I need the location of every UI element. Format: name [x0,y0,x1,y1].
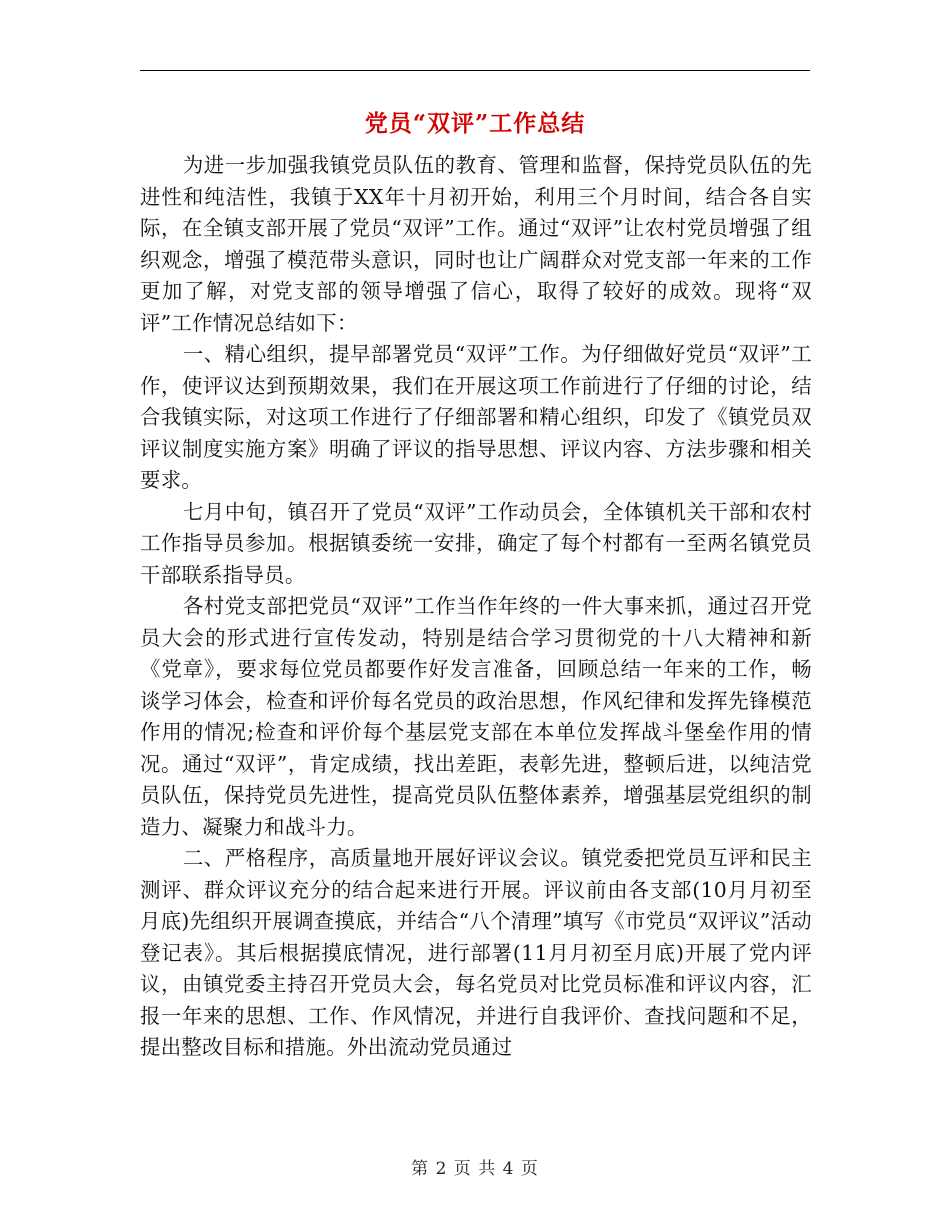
page-number: 第 2 页 共 4 页 [411,1159,539,1179]
document-title: 党员“双评”工作总结 [364,110,586,137]
paragraph-village-branches: 各村党支部把党员“双评”工作当作年终的一件大事来抓，通过召开党员大会的形式进行宣传发动，特别是结合学习贯彻党的十八大精神和新《党章》，要求每位党员都要作好发言准备，回顾总结一年来的工作，畅谈学习体会，检查和评价每名党员的政治思想，作风纪律和发挥先锋模范作用的情况;检查和评价每个基层党支部在本单位发挥战斗堡垒作用的情况。通过“双评”，肯定成绩，找出差距，表彰先进，整顿后进，以纯洁党员队伍，保持党员先进性，提高党员队伍整体素养，增强基层党组织的制造力、凝聚力和战斗力。 [140,594,812,839]
paragraph-section-1: 一、精心组织，提早部署党员“双评”工作。为仔细做好党员“双评”工作，使评议达到预期效果，我们在开展这项工作前进行了仔细的讨论，结合我镇实际，对这项工作进行了仔细部署和精心组织，印发了《镇党员双评议制度实施方案》明确了评议的指导思想、评议内容、方法步骤和相关要求。 [140,342,812,492]
paragraph-intro: 为进一步加强我镇党员队伍的教育、管理和监督，保持党员队伍的先进性和纯洁性，我镇于XX年十月初开始，利用三个月时间，结合各自实际，在全镇支部开展了党员“双评”工作。通过“双评”让农村党员增强了组织观念，增强了模范带头意识，同时也让广阔群众对党支部一年来的工作更加了解，对党支部的领导增强了信心，取得了较好的成效。现将“双评”工作情况总结如下： [140,153,812,335]
paragraph-section-2: 二、严格程序，高质量地开展好评议会议。镇党委把党员互评和民主测评、群众评议充分的结合起来进行开展。评议前由各支部(10月月初至月底)先组织开展调查摸底，并结合“八个清理”填写《市党员“双评议”活动登记表》。其后根据摸底情况，进行部署(11月月初至月底)开展了党内评议，由镇党委主持召开党员大会，每名党员对比党员标准和评议内容，汇报一年来的思想、工作、作风情况，并进行自我评价、查找问题和不足，提出整改目标和措施。外出流动党员通过 [140,846,812,1059]
header-rule [140,70,810,71]
document-body [140,150,812,1064]
paragraph-mobilization: 七月中旬，镇召开了党员“双评”工作动员会，全体镇机关干部和农村工作指导员参加。根据镇委统一安排，确定了每个村都有一至两名镇党员干部联系指导员。 [140,499,812,587]
